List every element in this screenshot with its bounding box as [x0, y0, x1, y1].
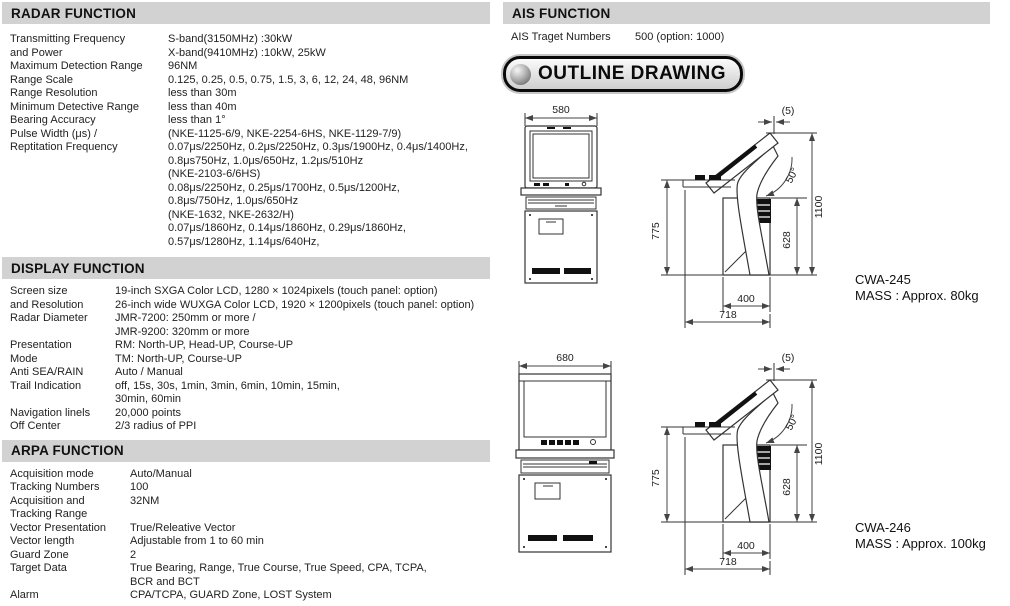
ais-section-title: AIS FUNCTION — [512, 5, 611, 21]
model-mass: MASS : Approx. 80kg — [855, 288, 979, 303]
dim-height-overall: 1100 — [813, 442, 825, 466]
ais-section-header — [503, 2, 990, 24]
radar-section-title: RADAR FUNCTION — [11, 5, 137, 21]
arpa-section-header — [2, 440, 490, 462]
spec-row-value: 0.125, 0.25, 0.5, 0.75, 1.5, 3, 6, 12, 24, 48, 96NM — [168, 73, 409, 86]
spec-row-value: 0.8μs/750Hz, 1.0μs/650Hz — [168, 195, 299, 207]
spec-row-label: Transmitting Frequency — [10, 33, 126, 45]
outline-drawing-title: OUTLINE DRAWING — [538, 63, 726, 84]
spec-row-value: True/Releative Vector — [130, 521, 236, 534]
dim-tilt-angle: 50° — [783, 412, 802, 433]
dim-tilt-angle: 50° — [783, 165, 802, 186]
dim-top-offset: (5) — [781, 105, 795, 117]
spec-row-label — [10, 236, 168, 250]
spec-row-label: Navigation linels — [10, 406, 91, 419]
spec-row-label: and Resolution — [10, 298, 84, 311]
arpa-spec-table — [10, 468, 490, 603]
spec-row-value: 0.8μs750Hz, 1.0μs/650Hz, 1.2μs/510Hz — [168, 154, 364, 167]
model-label-cwa-246 — [855, 520, 986, 552]
dim-front-width: 580 — [552, 104, 570, 116]
spec-row-label: Acquisition mode — [10, 467, 94, 480]
spec-row-label: Screen size — [10, 285, 68, 297]
spec-row-value: Auto/Manual — [130, 467, 192, 480]
display-spec-table — [10, 285, 490, 434]
spec-row-label: Reptitation Frequency — [10, 141, 118, 153]
spec-row-label: Alarm — [10, 589, 39, 601]
spec-row-label: Trail Indication — [10, 379, 82, 392]
spec-row-label: Presentation — [10, 339, 72, 351]
front-view-cwa-245 — [505, 100, 623, 295]
dim-height-rear: 628 — [781, 478, 793, 496]
spec-row-value: 2/3 radius of PPI — [115, 420, 197, 432]
dim-height-rear: 628 — [781, 231, 793, 249]
display-section-header — [2, 257, 490, 279]
spec-row-value: (NKE-2103-6/6HS) — [168, 168, 261, 180]
spec-row-label — [10, 209, 168, 223]
spec-row-label: Mode — [10, 352, 38, 365]
spec-row-value: 30min, 60min — [115, 393, 182, 405]
spec-row-value: 2 — [130, 548, 137, 561]
spec-row-value: 0.57μs/1280Hz, 1.14μs/640Hz, — [168, 235, 320, 248]
radar-spec-table — [10, 33, 490, 249]
dim-height-left: 775 — [650, 222, 662, 240]
spec-row-value: S-band(3150MHz) :30kW — [168, 33, 293, 45]
spec-row-value: 0.07μs/2250Hz, 0.2μs/2250Hz, 0.3μs/1900Hz, 0.4μs/1400Hz, — [168, 141, 468, 153]
dim-front-width: 680 — [556, 352, 574, 364]
spec-row-value: BCR and BCT — [130, 575, 200, 588]
spec-row-label: AIS Traget Numbers — [511, 31, 611, 43]
spec-row-value: 32NM — [130, 494, 160, 507]
spec-row-label: Maximum Detection Range — [10, 60, 143, 72]
spec-row-label: Target Data — [10, 562, 67, 574]
spec-row-label: Range Resolution — [10, 87, 98, 99]
spec-column — [2, 2, 490, 603]
spec-row-value: (NKE-1125-6/9, NKE-2254-6HS, NKE-1129-7/9) — [168, 127, 402, 140]
spec-row-label — [10, 155, 168, 169]
spec-row-value: JMR-9200: 320mm or more — [115, 325, 250, 338]
spec-row-label: Vector Presentation — [10, 521, 107, 534]
spec-row-label: Vector length — [10, 535, 75, 547]
spec-row-label: Off Center — [10, 420, 61, 432]
spec-row-value: 96NM — [168, 60, 198, 72]
spec-row-value: X-band(9410MHz) :10kW, 25kW — [168, 46, 326, 59]
spec-row-label: Pulse Width (μs) / — [10, 127, 98, 140]
spec-row-label: Minimum Detective Range — [10, 100, 139, 113]
spec-row-value: Adjustable from 1 to 60 min — [130, 535, 264, 547]
spec-row-value: off, 15s, 30s, 1min, 3min, 6min, 10min, 15min, — [115, 379, 340, 392]
spec-row-value: CPA/TCPA, GUARD Zone, LOST System — [130, 589, 332, 601]
spec-row-label — [10, 576, 130, 590]
spec-row-value: True Bearing, Range, True Course, True Speed, CPA, TCPA, — [130, 562, 427, 574]
drawing-cwa-245 — [500, 100, 1010, 340]
dim-depth-overall: 718 — [719, 309, 737, 321]
spec-row-value: 500 (option: 1000) — [635, 31, 725, 43]
spec-row-label: and Power — [10, 46, 63, 59]
model-name: CWA-246 — [855, 520, 911, 535]
spec-row-value: 26-inch wide WUXGA Color LCD, 1920 × 1200pixels (touch panel: option) — [115, 298, 475, 311]
spec-row-value: less than 1° — [168, 114, 226, 126]
spec-row-value: 0.08μs/2250Hz, 0.25μs/1700Hz, 0.5μs/1200Hz, — [168, 181, 400, 194]
spec-row-label: Tracking Range — [10, 508, 88, 520]
spec-row-value: JMR-7200: 250mm or more / — [115, 312, 256, 324]
front-view-cwa-246 — [505, 348, 635, 560]
spec-row-label — [10, 222, 168, 236]
spec-row-label — [10, 393, 115, 407]
spec-row-value: 0.07μs/1860Hz, 0.14μs/1860Hz, 0.29μs/1860Hz, — [168, 222, 406, 234]
spec-row-label — [10, 168, 168, 182]
spec-row-label: Tracking Numbers — [10, 481, 100, 493]
display-section-title: DISPLAY FUNCTION — [11, 260, 145, 276]
spec-row-value — [130, 508, 490, 522]
radar-section-header — [2, 2, 490, 24]
arpa-section-title: ARPA FUNCTION — [11, 443, 124, 458]
spec-row-label — [10, 182, 168, 196]
ais-spec-table — [511, 31, 981, 45]
spec-row-value: 20,000 points — [115, 406, 182, 419]
dim-height-overall: 1100 — [813, 195, 825, 219]
spec-row-value: 100 — [130, 481, 149, 493]
spec-row-label: Radar Diameter — [10, 312, 88, 324]
sphere-icon — [510, 64, 531, 85]
dim-depth-base: 400 — [737, 293, 755, 305]
spec-row-value: (NKE-1632, NKE-2632/H) — [168, 208, 294, 221]
spec-row-label: Acquisition and — [10, 494, 85, 507]
spec-row-label — [10, 326, 115, 340]
spec-row-label: Range Scale — [10, 73, 73, 86]
dim-depth-overall: 718 — [719, 556, 737, 568]
outline-drawing-heading — [503, 56, 743, 92]
spec-row-label: Bearing Accuracy — [10, 114, 96, 126]
model-label-cwa-245 — [855, 272, 979, 304]
spec-row-label — [10, 195, 168, 209]
spec-row-label: Guard Zone — [10, 548, 69, 561]
spec-row-value: less than 30m — [168, 87, 237, 99]
model-mass: MASS : Approx. 100kg — [855, 536, 986, 551]
spec-row-value: less than 40m — [168, 100, 237, 113]
side-view-cwa-245 — [645, 100, 935, 340]
drawing-cwa-246 — [500, 340, 1010, 606]
model-name: CWA-245 — [855, 272, 911, 287]
spec-row-value: RM: North-UP, Head-UP, Course-UP — [115, 339, 294, 351]
spec-row-value: Auto / Manual — [115, 366, 183, 378]
spec-row-label: Anti SEA/RAIN — [10, 366, 84, 378]
dim-depth-base: 400 — [737, 540, 755, 552]
spec-row-value: 19-inch SXGA Color LCD, 1280 × 1024pixels (touch panel: option) — [115, 285, 438, 297]
dim-top-offset: (5) — [781, 352, 795, 364]
spec-row-value: TM: North-UP, Course-UP — [115, 352, 242, 365]
dim-height-left: 775 — [650, 469, 662, 487]
